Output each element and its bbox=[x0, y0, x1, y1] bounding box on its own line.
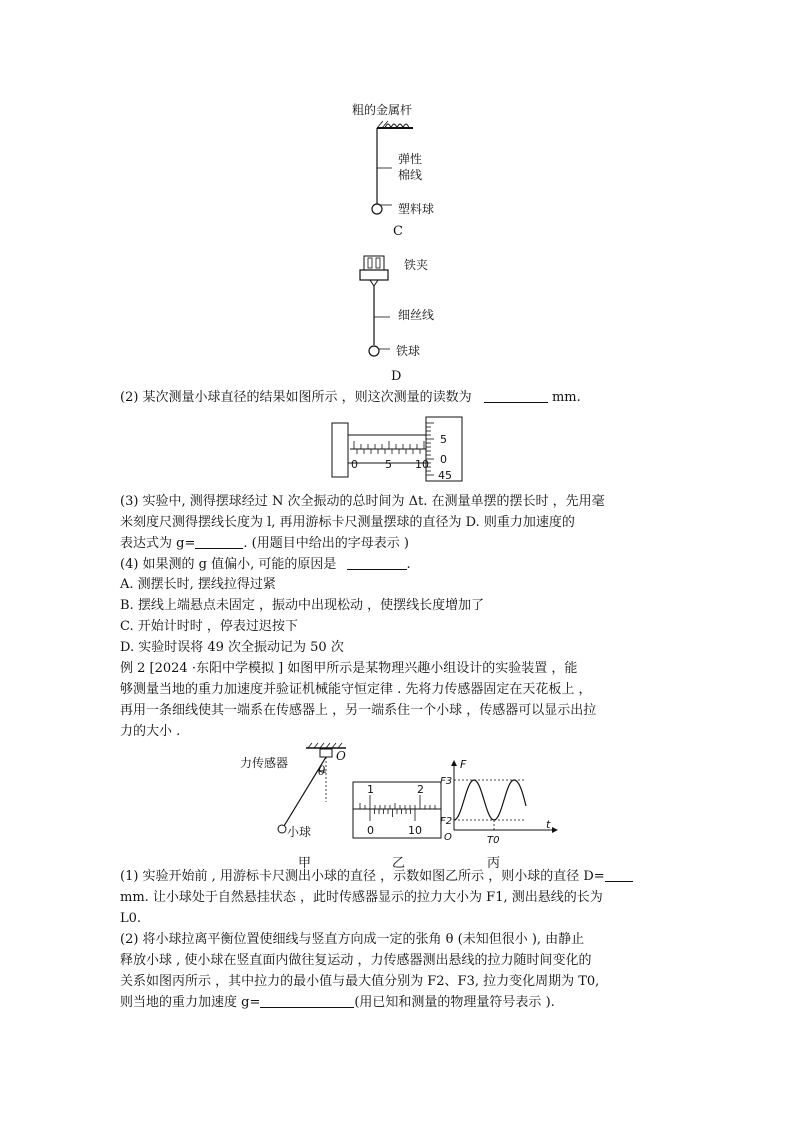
e2-g-expression: 则当地的重力加速度 g= bbox=[120, 995, 261, 1010]
e1-diameter-blank[interactable] bbox=[605, 868, 633, 882]
q3-line2: 米刻度尺测得摆线长度为 l, 再用游标卡尺测量摆球的直径为 D. 则重力加速度的 bbox=[120, 515, 575, 530]
thimble-tick-5: 5 bbox=[440, 433, 447, 446]
q4-option-d: D. 实验时误将 49 次全振动记为 50 次 bbox=[120, 640, 344, 655]
q2-answer-blank[interactable] bbox=[484, 389, 548, 403]
q3-line1: (3) 实验中, 测得摆球经过 N 次全振动的总时间为 Δt. 在测量单摆的摆长时 ，先用毫 bbox=[120, 494, 605, 509]
e1-line2: mm. 让小球处于自然悬挂状态 ，此时传感器显示的拉力大小为 F1, 测出悬线的长为 bbox=[120, 890, 603, 905]
e1-line3: L0. bbox=[120, 911, 142, 926]
caption-jia: 甲 bbox=[298, 856, 312, 871]
q4-stem-line: (4) 如果测的 g 值偏小, 可能的原因是 . bbox=[120, 557, 411, 572]
ball-label-plastic: 塑料球 bbox=[398, 202, 435, 216]
graph-f3-label: F3 bbox=[440, 776, 453, 787]
caption-bing: 丙 bbox=[487, 856, 501, 871]
e2-line2: 释放小球 , 使小球在竖直面内做往复运动 ，力传感器测出悬线的拉力随时间变化的 bbox=[120, 953, 592, 968]
e1-line1 bbox=[120, 867, 633, 887]
graph-t0-label: T0 bbox=[487, 835, 500, 846]
q4-option-a: A. 测摆长时, 摆线拉得过紧 bbox=[120, 577, 276, 592]
q2-text: (2) 某次测量小球直径的结果如图所示 ，则这次测量的读数为 bbox=[120, 390, 472, 405]
graph-f2-label: F2 bbox=[440, 816, 453, 827]
thimble-tick-45: 45 bbox=[438, 469, 452, 482]
ex2-line1: 例 2 [2024 ·东阳中学模拟 ] 如图甲所示是某物理兴趣小组设计的实验装置 ，能 bbox=[120, 661, 578, 676]
e2-line3: 关系如图丙所示 ，其中拉力的最小值与最大值分别为 F2、F3, 拉力变化周期为 T0, bbox=[120, 974, 600, 989]
e2-g-answer-blank[interactable] bbox=[260, 994, 354, 1008]
sleeve-tick-10: 10 bbox=[415, 458, 429, 471]
q4-answer-blank[interactable] bbox=[347, 556, 407, 570]
graph-y-label: F bbox=[460, 758, 467, 771]
caption-d: D bbox=[391, 369, 402, 384]
vernier-main-tick-1: 1 bbox=[367, 783, 374, 796]
line-label-cotton: 棉线 bbox=[398, 168, 423, 182]
line-label-elastic: 弹性 bbox=[398, 152, 423, 166]
caption-yi: 乙 bbox=[392, 856, 406, 871]
vernier-scale-tick-0: 0 bbox=[367, 824, 374, 837]
ex2-line4: 力的大小 . bbox=[120, 724, 181, 739]
question-2 bbox=[120, 388, 581, 408]
rod-label: 粗的金属杆 bbox=[352, 103, 413, 117]
q4-stem: (4) 如果测的 g 值偏小, 可能的原因是 bbox=[120, 557, 337, 572]
e2-line1: (2) 将小球拉离平衡位置使细线与竖直方向成一定的张角 θ (未知但很小 ), 由静止 bbox=[120, 932, 585, 947]
sleeve-tick-5: 5 bbox=[385, 458, 392, 471]
q3-answer-blank[interactable] bbox=[195, 535, 243, 549]
q3-line3 bbox=[120, 534, 409, 554]
figure-yi-vernier bbox=[352, 781, 444, 841]
e1-line1-text: (1) 实验开始前 , 用游标卡尺测出小球的直径 ，示数如图乙所示 ，则小球的直径 D= bbox=[120, 869, 605, 884]
sleeve-tick-0: 0 bbox=[351, 458, 358, 471]
pivot-o-label: O bbox=[336, 749, 346, 763]
q3-expression: 表达式为 g= bbox=[120, 536, 196, 551]
ex2-line2: 够测量当地的重力加速度并验证机械能守恒定律 . 先将力传感器固定在天花板上 ， bbox=[120, 682, 592, 697]
thimble-tick-0: 0 bbox=[440, 453, 447, 466]
q4-option-b: B. 摆线上端悬点未固定 ，振动中出现松动 ，使摆线长度增加了 bbox=[120, 598, 485, 613]
micrometer-figure bbox=[330, 413, 470, 485]
graph-origin-label: O bbox=[444, 832, 452, 843]
line-label-silk: 细丝线 bbox=[398, 308, 435, 322]
e2-note: (用已知和测量的物理量符号表示 ). bbox=[354, 995, 555, 1010]
caption-c: C bbox=[393, 224, 403, 239]
e2-line4 bbox=[120, 993, 555, 1013]
figure-bing-force-time bbox=[440, 758, 560, 850]
q2-unit: mm. bbox=[551, 390, 581, 405]
ball-label-iron: 铁球 bbox=[396, 344, 421, 358]
vernier-main-tick-2: 2 bbox=[417, 783, 424, 796]
graph-x-label: t bbox=[546, 818, 551, 831]
vernier-scale-tick-10: 10 bbox=[408, 824, 422, 837]
theta-label: θ bbox=[318, 764, 326, 778]
small-ball-label: 小球 bbox=[287, 825, 312, 839]
clip-label: 铁夹 bbox=[404, 258, 429, 272]
ex2-line3: 再用一条细线使其一端系在传感器上 ，另一端系住一个小球 ，传感器可以显示出拉 bbox=[120, 703, 597, 718]
q3-note: . (用题目中给出的字母表示 ) bbox=[243, 536, 409, 551]
force-sensor-label: 力传感器 bbox=[240, 756, 289, 770]
q4-option-c: C. 开始计时时 ，停表过迟按下 bbox=[120, 619, 298, 634]
